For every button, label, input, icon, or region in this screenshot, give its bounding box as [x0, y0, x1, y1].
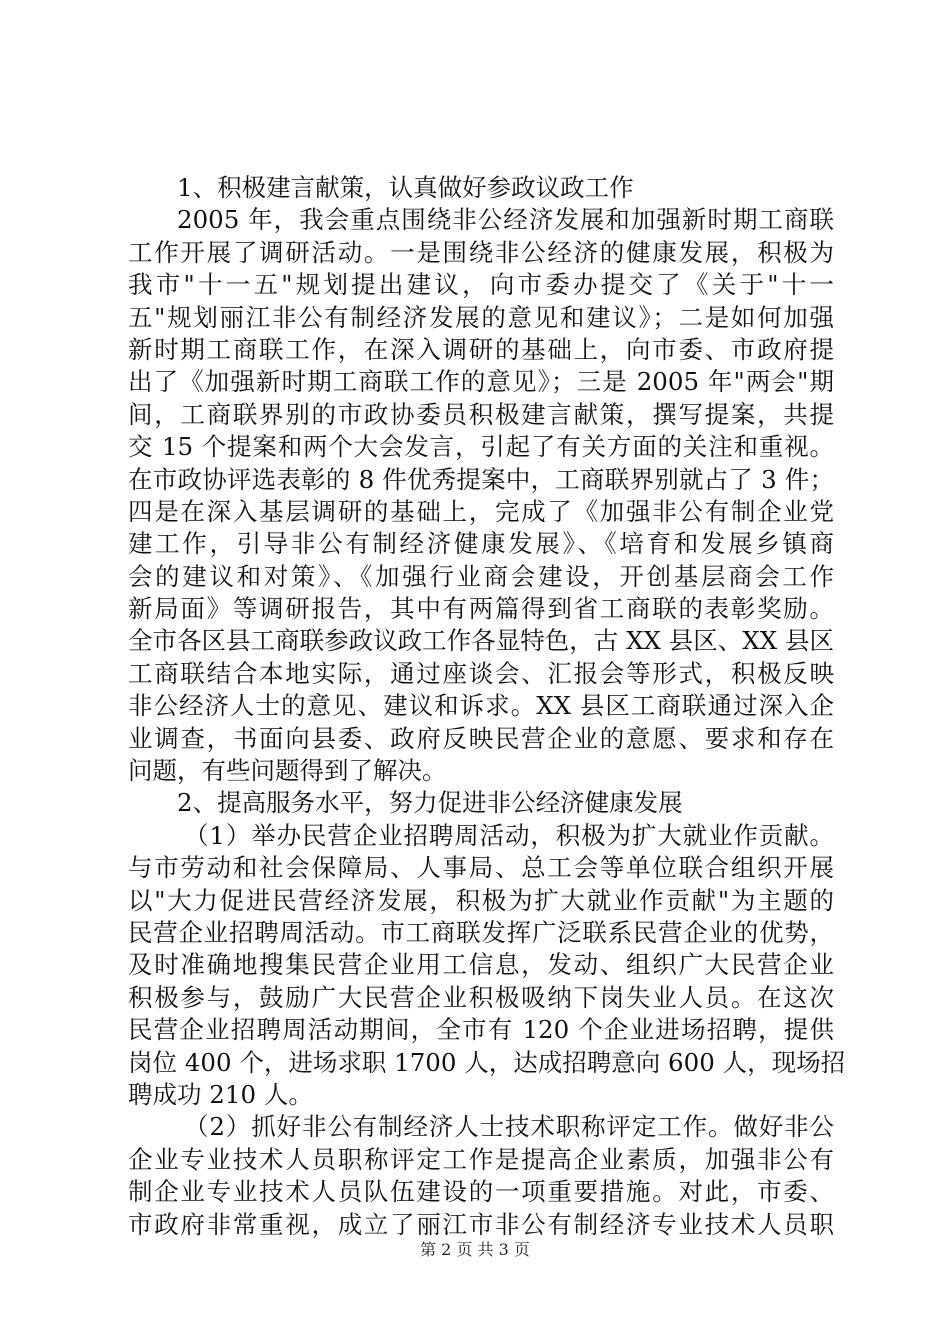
- paragraph-line: 积极参与，鼓励广大民营企业积极吸纳下岗失业人员。在这次: [128, 982, 834, 1012]
- paragraph-line: 间，工商联界别的市政协委员积极建言献策，撰写提案，共提: [128, 399, 834, 429]
- body-text: [128, 172, 846, 1241]
- paragraph-line: 岗位 400 个，进场求职 1700 人，达成招聘意向 600 人，现场招: [128, 1047, 846, 1077]
- paragraph-line: 五"规划丽江非公有制经济发展的意见和建议》；二是如何加强: [128, 302, 834, 332]
- paragraph-line: 会的建议和对策》、《加强行业商会建设，开创基层商会工作: [128, 561, 834, 591]
- paragraph-line: 与市劳动和社会保障局、人事局、总工会等单位联合组织开展: [128, 853, 834, 883]
- paragraph-line: 非公经济人士的意见、建议和诉求。XX 县区工商联通过深入企: [128, 691, 834, 721]
- subsection-heading-2: （2）抓好非公有制经济人士技术职称评定工作。做好非公: [184, 1112, 834, 1142]
- section-heading-1: 1、积极建言献策，认真做好参政议政工作: [177, 173, 634, 202]
- paragraph-line: 我市"十一五"规划提出建议，向市委办提交了《关于"十一: [128, 270, 834, 300]
- paragraph-line: 出了《加强新时期工商联工作的意见》；三是 2005 年"两会"期: [128, 367, 834, 397]
- paragraph-line: 2005 年，我会重点围绕非公经济发展和加强新时期工商联: [177, 205, 834, 235]
- paragraph-line: 制企业专业技术人员队伍建设的一项重要措施。对此，市委、: [128, 1177, 834, 1207]
- paragraph-line: 交 15 个提案和两个大会发言，引起了有关方面的关注和重视。: [128, 432, 834, 462]
- paragraph-line: 新时期工商联工作，在深入调研的基础上，向市委、市政府提: [128, 334, 834, 364]
- paragraph-line: 市政府非常重视，成立了丽江市非公有制经济专业技术人员职: [128, 1209, 834, 1239]
- paragraph-line: 业调查，书面向县委、政府反映民营企业的意愿、要求和存在: [128, 723, 834, 753]
- subsection-heading-1: （1）举办民营企业招聘周活动，积极为扩大就业作贡献。: [184, 820, 834, 850]
- paragraph-line: 问题，有些问题得到了解决。: [128, 756, 447, 786]
- paragraph-line: 全市各区县工商联参政议政工作各显特色，古 XX 县区、XX 县区: [128, 626, 834, 656]
- paragraph-line: 聘成功 210 人。: [128, 1079, 313, 1109]
- paragraph-line: 工商联结合本地实际，通过座谈会、汇报会等形式，积极反映: [128, 658, 834, 688]
- paragraph-line: 民营企业招聘周活动。市工商联发挥广泛联系民营企业的优势，: [128, 917, 834, 947]
- page-footer: 第 2 页 共 3 页: [420, 1240, 530, 1259]
- paragraph-line: 工作开展了调研活动。一是围绕非公经济的健康发展，积极为: [128, 237, 834, 267]
- paragraph-line: 及时准确地搜集民营企业用工信息，发动、组织广大民营企业: [128, 950, 834, 980]
- paragraph-line: 新局面》等调研报告，其中有两篇得到省工商联的表彰奖励。: [128, 594, 834, 624]
- paragraph-line: 建工作，引导非公有制经济健康发展》、《培育和发展乡镇商: [128, 529, 834, 559]
- paragraph-line: 企业专业技术人员职称评定工作是提高企业素质，加强非公有: [128, 1144, 834, 1174]
- paragraph-line: 民营企业招聘周活动期间，全市有 120 个企业进场招聘，提供: [128, 1015, 834, 1045]
- paragraph-line: 四是在深入基层调研的基础上，完成了《加强非公有制企业党: [128, 496, 834, 526]
- paragraph-line: 以"大力促进民营经济发展，积极为扩大就业作贡献"为主题的: [128, 885, 834, 915]
- paragraph-line: 在市政协评选表彰的 8 件优秀提案中，工商联界别就占了 3 件；: [128, 464, 834, 494]
- section-heading-2: 2、提高服务水平，努力促进非公经济健康发展: [177, 788, 683, 818]
